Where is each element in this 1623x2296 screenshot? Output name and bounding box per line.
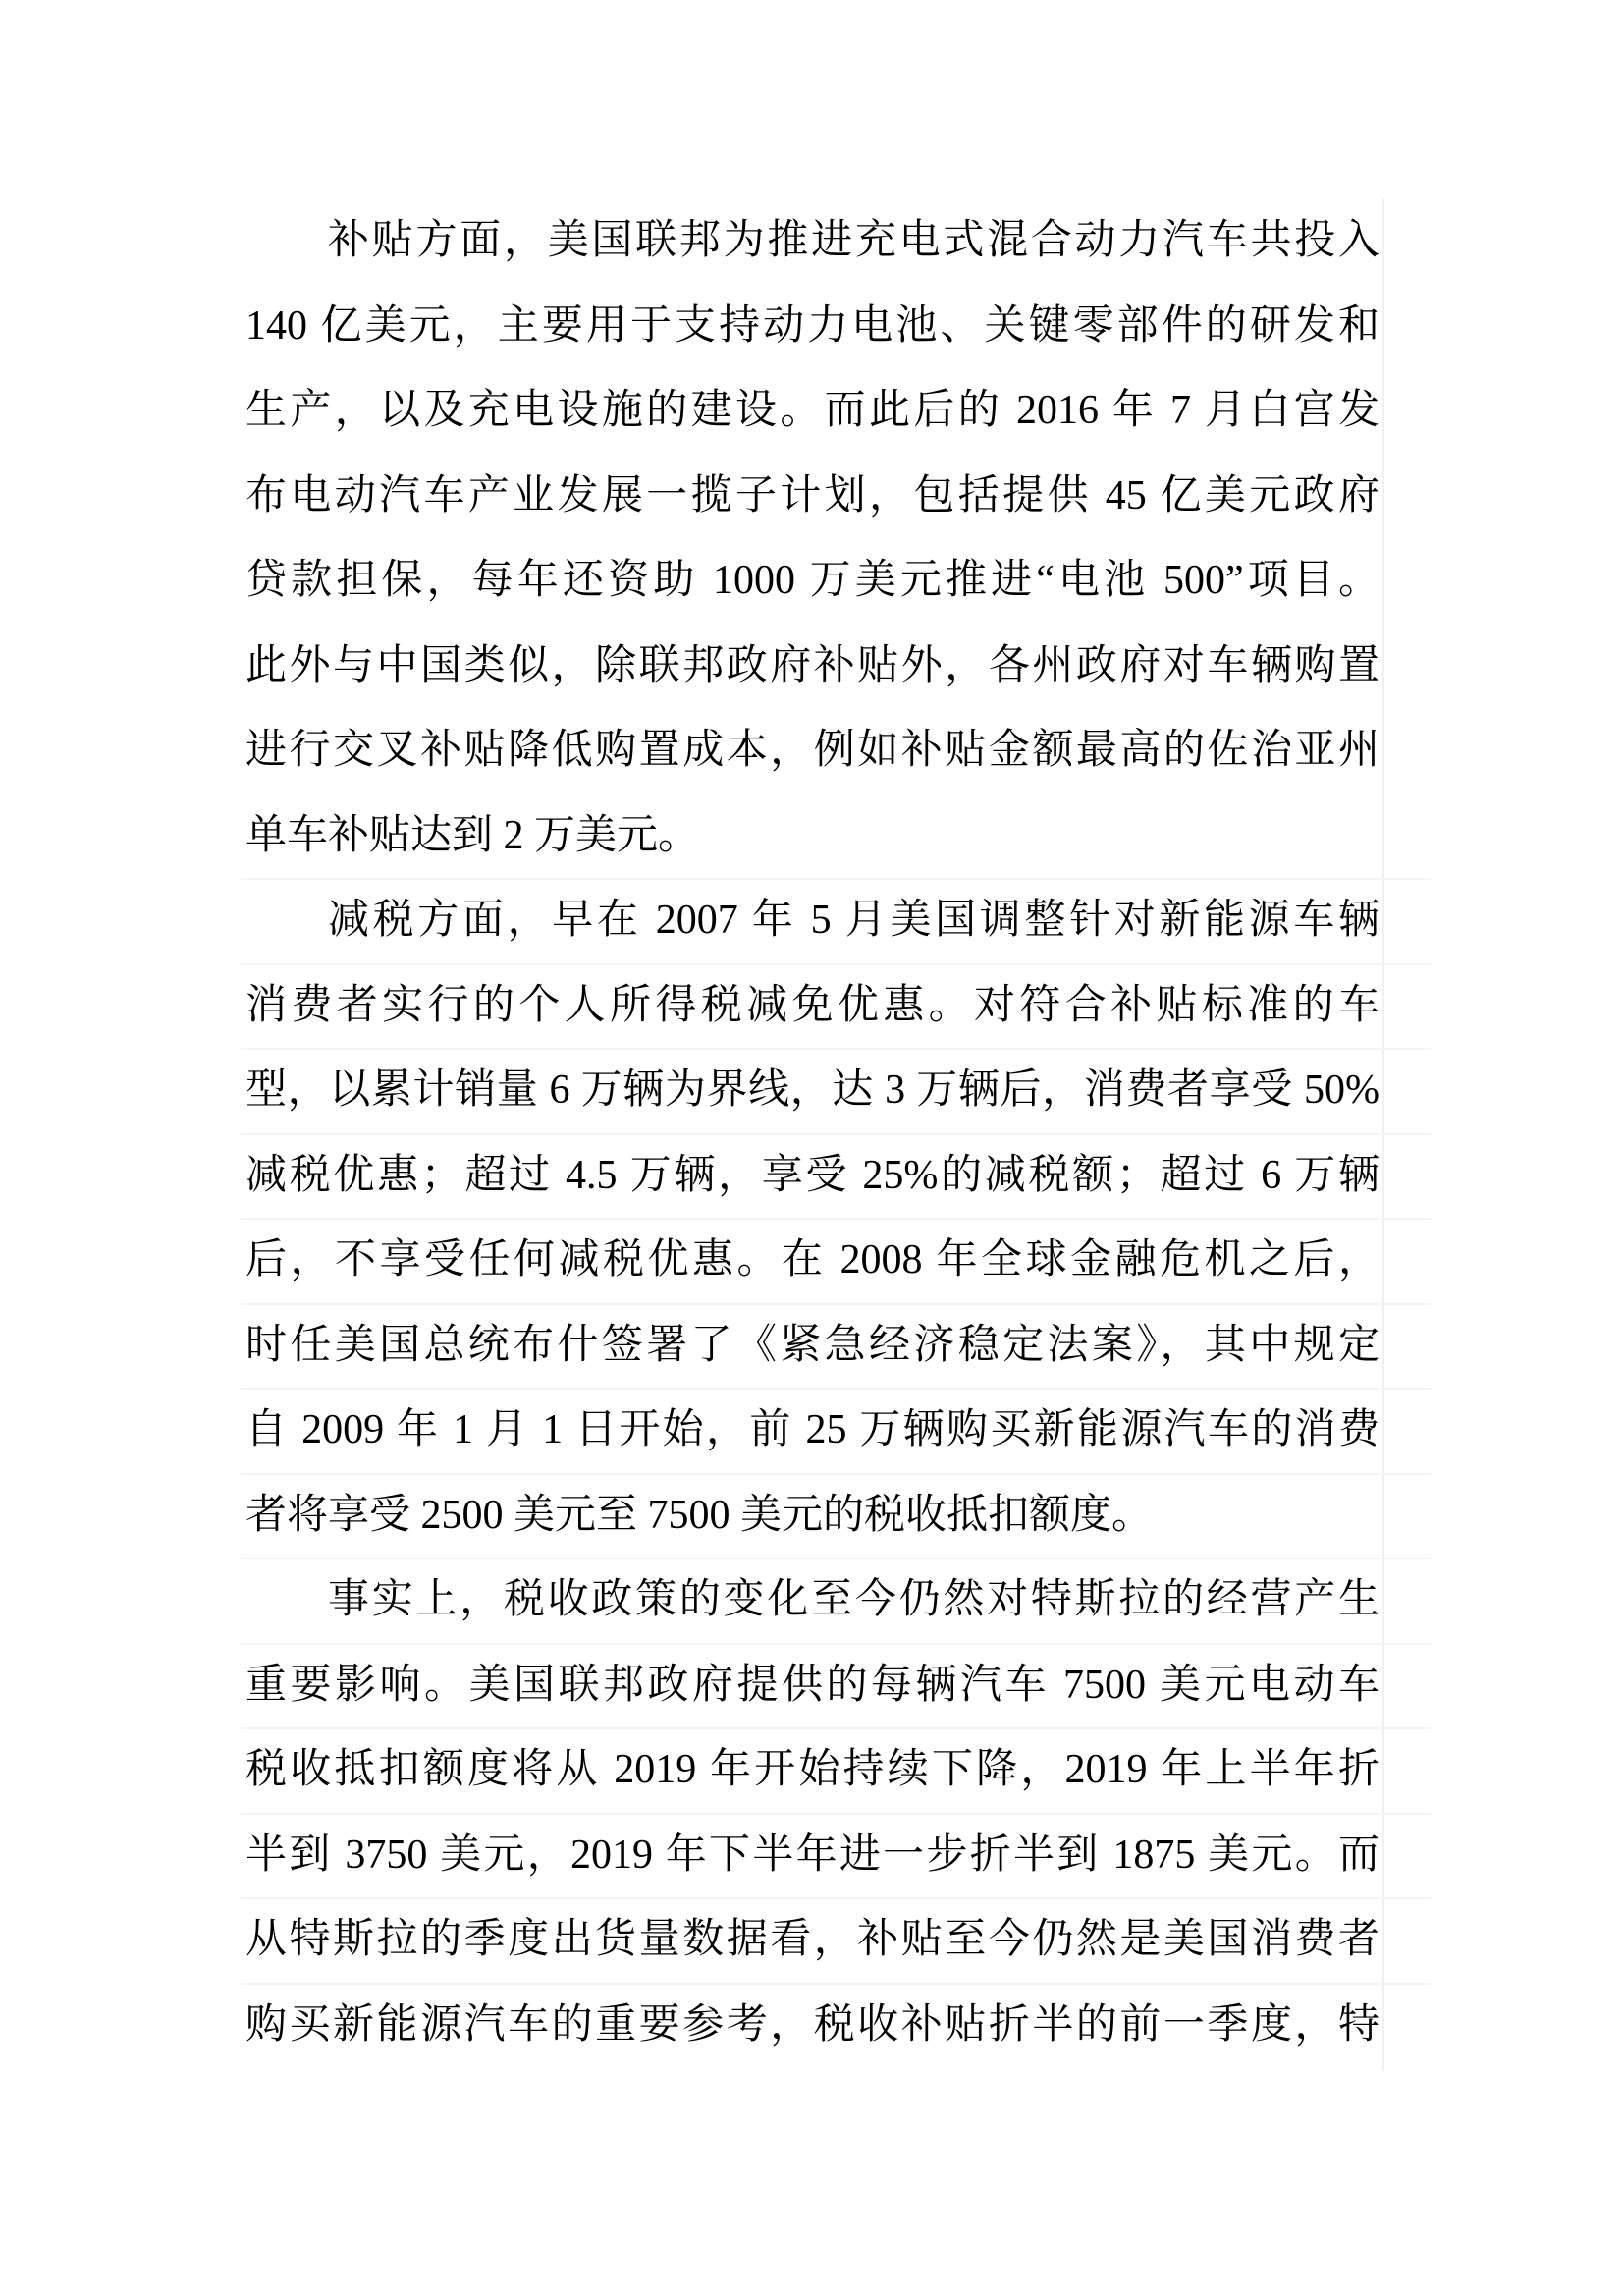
grid-line bbox=[241, 1303, 1431, 1305]
grid-line bbox=[241, 1643, 1431, 1645]
text-line: 此外与中国类似，除联邦政府补贴外，各州政府对车辆购置 bbox=[245, 642, 1380, 688]
text-line: 补贴方面，美国联邦为推进充电式混合动力汽车共投入 bbox=[328, 218, 1380, 263]
text-line: 事实上，税收政策的变化至今仍然对特斯拉的经营产生 bbox=[328, 1577, 1380, 1622]
text-line: 140 亿美元，主要用于支持动力电池、关键零部件的研发和 bbox=[245, 302, 1380, 349]
grid-line bbox=[241, 1983, 1431, 1985]
grid-line bbox=[241, 1133, 1431, 1135]
grid-line bbox=[241, 1558, 1431, 1559]
grid-line bbox=[241, 1048, 1431, 1050]
text-line: 布电动汽车产业发展一揽子计划，包括提供 45 亿美元政府 bbox=[245, 472, 1380, 519]
grid-line bbox=[241, 1813, 1431, 1815]
text-line: 消费者实行的个人所得税减免优惠。对符合补贴标准的车 bbox=[245, 982, 1380, 1028]
text-line: 者将享受 2500 美元至 7500 美元的税收抵扣额度。 bbox=[245, 1492, 1154, 1538]
text-line: 减税优惠；超过 4.5 万辆，享受 25%的减税额；超过 6 万辆 bbox=[245, 1152, 1380, 1198]
grid-line bbox=[241, 1388, 1431, 1390]
text-line: 从特斯拉的季度出货量数据看，补贴至今仍然是美国消费者 bbox=[245, 1917, 1380, 1962]
text-line: 时任美国总统布什签署了《紧急经济稳定法案》，其中规定 bbox=[245, 1322, 1380, 1368]
text-line: 贷款担保，每年还资助 1000 万美元推进“电池 500”项目。 bbox=[245, 558, 1380, 603]
text-line: 自 2009 年 1 月 1 日开始，前 25 万辆购买新能源汽车的消费 bbox=[245, 1407, 1380, 1452]
text-line: 购买新能源汽车的重要参考，税收补贴折半的前一季度，特 bbox=[245, 2001, 1380, 2048]
text-line: 重要影响。美国联邦政府提供的每辆汽车 7500 美元电动车 bbox=[245, 1662, 1380, 1708]
grid-line bbox=[241, 1727, 1431, 1729]
text-line: 型，以累计销量 6 万辆为界线，达 3 万辆后，消费者享受 50% bbox=[245, 1067, 1380, 1113]
text-line: 进行交叉补贴降低购置成本，例如补贴金额最高的佐治亚州 bbox=[245, 728, 1380, 773]
text-line: 半到 3750 美元，2019 年下半年进一步折半到 1875 美元。而 bbox=[245, 1831, 1380, 1878]
text-line: 单车补贴达到 2 万美元。 bbox=[245, 812, 700, 858]
grid-line bbox=[241, 1897, 1431, 1899]
grid-line bbox=[241, 963, 1431, 965]
text-line: 税收抵扣额度将从 2019 年开始持续下降，2019 年上半年折 bbox=[245, 1747, 1380, 1792]
text-line: 后，不享受任何减税优惠。在 2008 年全球金融危机之后， bbox=[245, 1237, 1380, 1283]
text-line: 减税方面，早在 2007 年 5 月美国调整针对新能源车辆 bbox=[328, 898, 1380, 943]
grid-line bbox=[241, 878, 1431, 880]
grid-line bbox=[241, 1218, 1431, 1220]
text-line: 生产，以及充电设施的建设。而此后的 2016 年 7 月白宫发 bbox=[245, 388, 1380, 433]
grid-line bbox=[241, 1473, 1431, 1475]
